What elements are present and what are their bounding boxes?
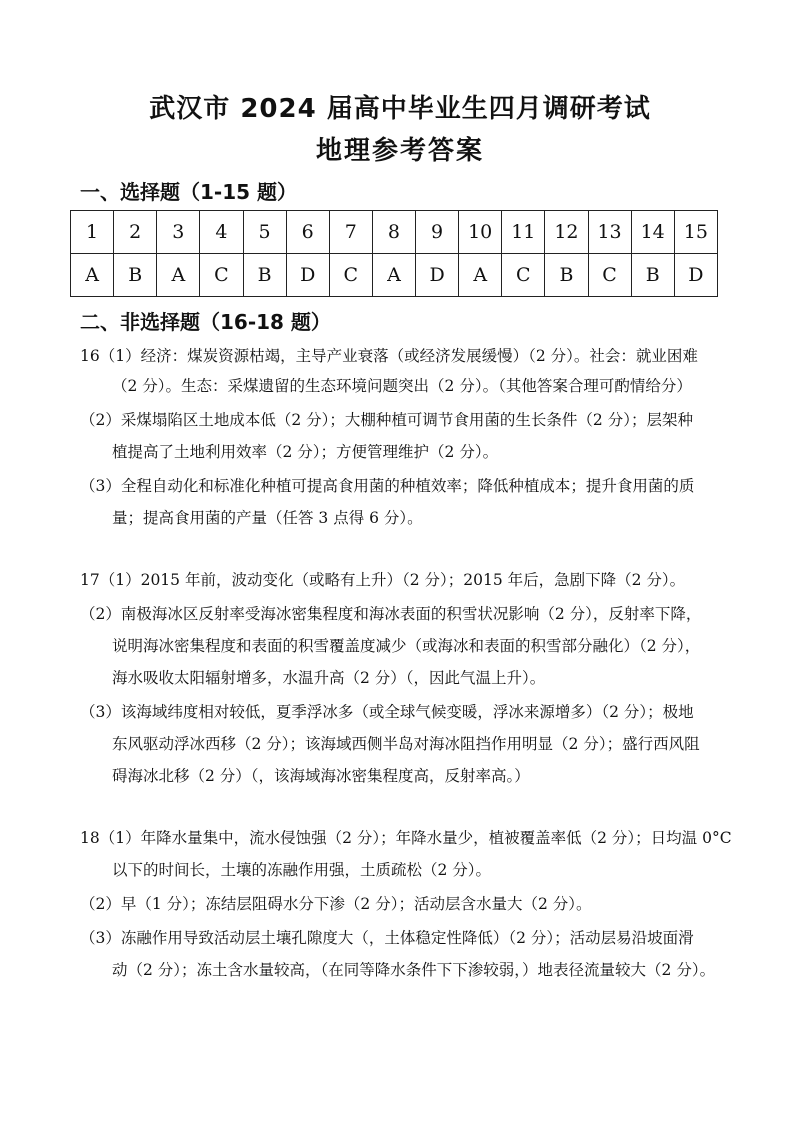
question-number-cell: 5 bbox=[243, 211, 286, 254]
question-number-cell: 15 bbox=[674, 211, 717, 254]
answer-cell: C bbox=[588, 254, 631, 297]
answer-line: 18（1）年降水量集中，流水侵蚀强（2 分）；年降水量少，植被覆盖率低（2 分）；日均温 0°C bbox=[80, 829, 732, 847]
question-number-cell: 7 bbox=[329, 211, 372, 254]
answer-row bbox=[71, 254, 718, 297]
answer-cell: A bbox=[459, 254, 502, 297]
answer-line: 动（2 分）；冻土含水量较高，（在同等降水条件下下渗较弱，）地表径流量较大（2 分）。 bbox=[112, 961, 716, 979]
answer-line: （3）该海域纬度相对较低，夏季浮冰多（或全球气候变暖，浮冰来源增多）（2 分）；极地 bbox=[80, 703, 694, 721]
question-number-cell: 2 bbox=[114, 211, 157, 254]
answer-line: （3）冻融作用导致活动层土壤孔隙度大（，土体稳定性降低）（2 分）；活动层易沿坡面滑 bbox=[80, 929, 694, 947]
answer-cell: D bbox=[674, 254, 717, 297]
question-number-cell: 3 bbox=[157, 211, 200, 254]
answer-line: 碍海冰北移（2 分）（，该海域海冰密集程度高，反射率高。） bbox=[112, 767, 530, 785]
question-number-cell: 4 bbox=[200, 211, 243, 254]
question-number-cell: 9 bbox=[416, 211, 459, 254]
document-subtitle: 地理参考答案 bbox=[315, 136, 484, 166]
question-number-cell: 6 bbox=[286, 211, 329, 254]
answer-cell: B bbox=[114, 254, 157, 297]
answer-cell: B bbox=[545, 254, 588, 297]
answer-line: 说明海冰密集程度和表面的积雪覆盖度减少（或海冰和表面的积雪部分融化）（2 分）， bbox=[112, 637, 701, 655]
question-number-cell: 14 bbox=[631, 211, 674, 254]
document-title: 武汉市 2024 届高中毕业生四月调研考试 bbox=[149, 94, 651, 124]
answer-line: 量；提高食用菌的产量（任答 3 点得 6 分）。 bbox=[112, 509, 423, 527]
question-number-cell: 10 bbox=[459, 211, 502, 254]
question-number-row bbox=[71, 211, 718, 254]
answer-line: （2）采煤塌陷区土地成本低（2 分）；大棚种植可调节食用菌的生长条件（2 分）；层架种 bbox=[80, 411, 693, 429]
question-number-cell: 13 bbox=[588, 211, 631, 254]
question-number-cell: 8 bbox=[372, 211, 415, 254]
answer-cell: D bbox=[286, 254, 329, 297]
answer-cell: C bbox=[329, 254, 372, 297]
answer-line: 植提高了土地利用效率（2 分）；方便管理维护（2 分）。 bbox=[112, 443, 499, 461]
section-heading-nonchoice: 二、非选择题（16-18 题） bbox=[80, 310, 331, 334]
answer-cell: C bbox=[200, 254, 243, 297]
answer-line: 16（1）经济：煤炭资源枯竭，主导产业衰落（或经济发展缓慢）（2 分）。社会：就业困难 bbox=[80, 347, 698, 365]
answer-line: 东风驱动浮冰西移（2 分）；该海域西侧半岛对海冰阻挡作用明显（2 分）；盛行西风阻 bbox=[112, 735, 700, 753]
answer-cell: D bbox=[416, 254, 459, 297]
answer-cell: A bbox=[157, 254, 200, 297]
section-heading-choice: 一、选择题（1-15 题） bbox=[80, 180, 298, 204]
answer-line: （2 分）。生态：采煤遗留的生态环境问题突出（2 分）。（其他答案合理可酌情给分） bbox=[112, 377, 692, 395]
answer-cell: A bbox=[71, 254, 114, 297]
question-number-cell: 12 bbox=[545, 211, 588, 254]
answer-line: （2）南极海冰区反射率受海冰密集程度和海冰表面的积雪状况影响（2 分），反射率下降， bbox=[80, 605, 702, 623]
answer-cell: A bbox=[372, 254, 415, 297]
answer-line: 海水吸收太阳辐射增多，水温升高（2 分）（，因此气温上升）。 bbox=[112, 669, 546, 687]
question-number-cell: 1 bbox=[71, 211, 114, 254]
answer-cell: C bbox=[502, 254, 545, 297]
answer-cell: B bbox=[243, 254, 286, 297]
answer-line: 以下的时间长，土壤的冻融作用强，土质疏松（2 分）。 bbox=[112, 861, 492, 879]
answer-cell: B bbox=[631, 254, 674, 297]
answer-table bbox=[70, 210, 718, 297]
answer-line: （3）全程自动化和标准化种植可提高食用菌的种植效率；降低种植成本；提升食用菌的质 bbox=[80, 477, 695, 495]
question-number-cell: 11 bbox=[502, 211, 545, 254]
answer-line: （2）早（1 分）；冻结层阻碍水分下渗（2 分）；活动层含水量大（2 分）。 bbox=[80, 895, 592, 913]
answer-line: 17（1）2015 年前，波动变化（或略有上升）（2 分）；2015 年后，急剧下降（2 分）。 bbox=[80, 571, 686, 589]
